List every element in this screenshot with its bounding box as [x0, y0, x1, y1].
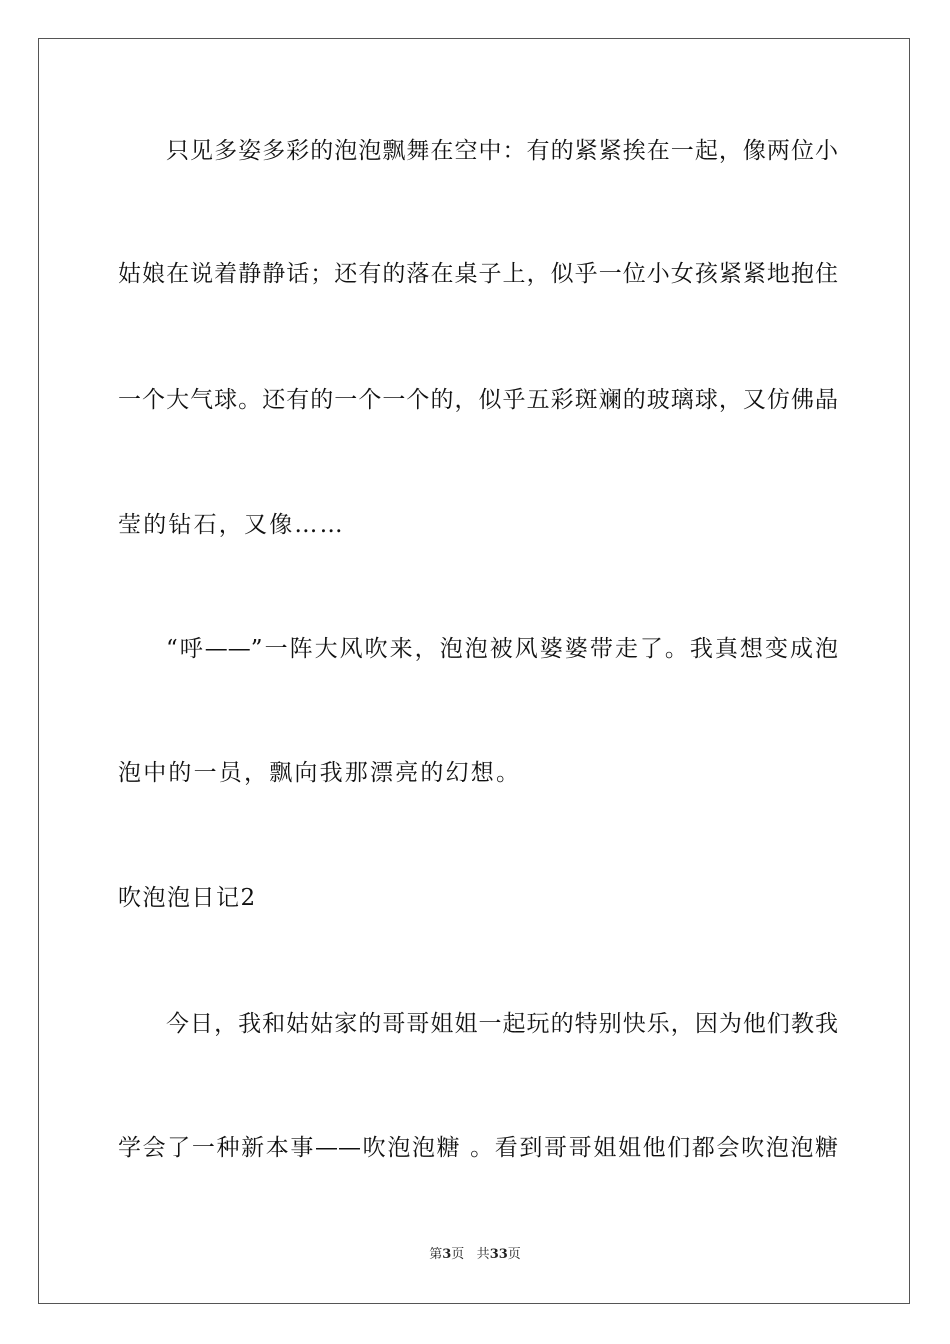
paragraph-2-line-1: “呼——”一阵大风吹来，泡泡被风婆婆带走了。我真想变成泡: [166, 636, 838, 662]
paragraph-3-line-1: 今日，我和姑姑家的哥哥姐姐一起玩的特别快乐，因为他们教我: [166, 1011, 838, 1037]
paragraph-1-line-4: 莹的钻石，又像……: [118, 512, 345, 538]
footer-total-suffix: 页: [507, 1247, 521, 1262]
paragraph-3-line-2: 学会了一种新本事——吹泡泡糖 。看到哥哥姐姐他们都会吹泡泡糖: [118, 1135, 838, 1161]
paragraph-1-line-2: 姑娘在说着静静话；还有的落在桌子上，似乎一位小女孩紧紧地抱住: [118, 261, 838, 287]
footer-prefix: 第: [429, 1247, 443, 1262]
paragraph-1-line-1: 只见多姿多彩的泡泡飘舞在空中：有的紧紧挨在一起，像两位小: [166, 138, 838, 164]
section-heading: 吹泡泡日记2: [118, 885, 257, 911]
page-footer: [0, 1246, 950, 1264]
page-border: [38, 38, 910, 1304]
footer-total-pages: 33: [489, 1247, 508, 1262]
footer-page-number: 3: [442, 1247, 452, 1262]
paragraph-2-line-2: 泡中的一员，飘向我那漂亮的幻想。: [118, 760, 522, 786]
footer-total-prefix: 共: [476, 1247, 490, 1262]
paragraph-1-line-3: 一个大气球。还有的一个一个的，似乎五彩斑斓的玻璃球，又仿佛晶: [118, 387, 838, 413]
footer-page-suffix: 页: [451, 1247, 465, 1262]
